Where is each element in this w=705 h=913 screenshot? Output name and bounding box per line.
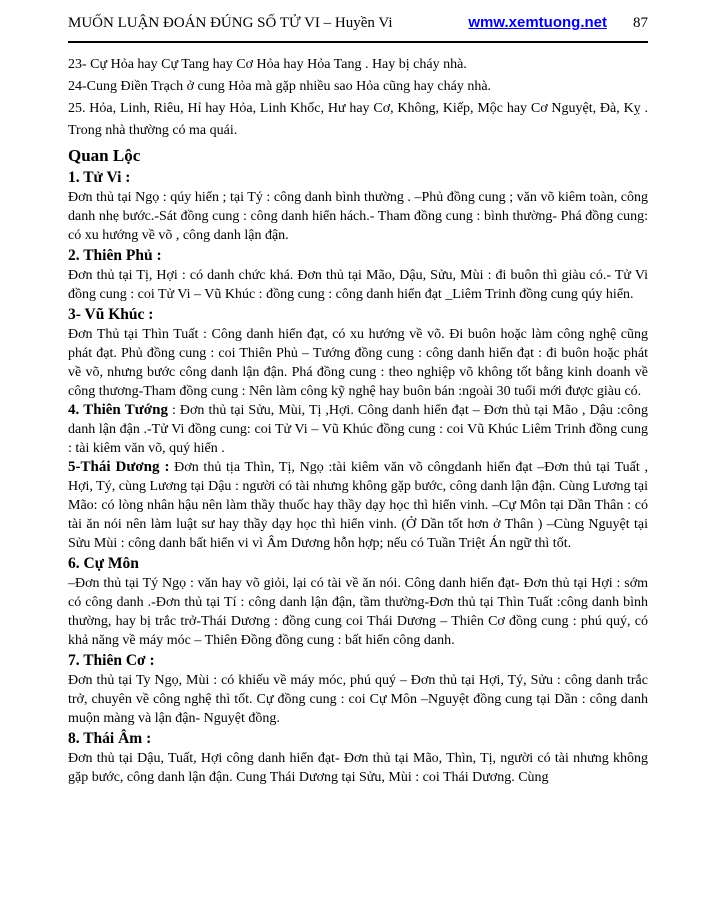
section-body-tu-vi: Đơn thủ tại Ngọ : qúy hiển ; tại Tý : công danh bình thường . –Phủ đồng cung ; văn võ kiêm toàn, công danh nhẹ bước.-Sát đồng cung : công danh hiển hách.- Tham đồng cung : bình thường- Phá đồng cung: có xu hướng về võ , công danh lận đận. <box>68 190 648 243</box>
section-heading-vu-khuc: 3- Vũ Khúc : <box>68 306 154 323</box>
page-number: 87 <box>633 15 648 31</box>
section-heading-cu-mon: 6. Cự Môn <box>68 555 139 572</box>
section-body-thien-tuong: : Đơn thủ tại Sửu, Mùi, Tị ,Hợi. Công danh hiển đạt – Đơn thủ tại Mão , Dậu :công danh lận đận .-Tử Vi đồng cung: coi Tử Vi – Vũ Khúc đồng cung : coi Vũ Khúc Liêm Trinh đồng cung : tài kiêm văn võ, quý hiển . <box>68 403 648 456</box>
list-item-25: 25. Hỏa, Linh, Riêu, Hỉ hay Hỏa, Linh Khốc, Hư hay Cơ, Không, Kiếp, Mộc hay Cơ Nguyệt, Đà, Kỵ . Trong nhà thường có ma quái. <box>68 101 648 138</box>
page-header <box>68 14 648 32</box>
intro-list <box>68 54 648 142</box>
section-heading-thien-phu: 2. Thiên Phủ : <box>68 247 162 264</box>
section-body-thai-am: Đơn thủ tại Dậu, Tuất, Hợi công danh hiển đạt- Đơn thủ tại Mão, Thìn, Tị, người có tài nhưng không gặp bước, công danh lận đận. Cung Thái Dương tại Sửu, Mùi : coi Thái Dương. Cùng <box>68 751 648 785</box>
section-heading-thai-duong: 5-Thái Dương : <box>68 459 170 475</box>
header-divider <box>68 41 648 43</box>
section-thien-tuong <box>68 401 648 458</box>
section-body-cu-mon: –Đơn thủ tại Tý Ngọ : văn hay võ giỏi, lại có tài về ăn nói. Công danh hiển đạt- Đơn thủ tại Hợi : sớm có công danh .-Đơn thủ tại Tí : công danh lận đận, tầm thường-Đơn thủ tại Thìn Tuất :công danh bình thường, hay bị trắc trở-Thái Dương : đồng cung coi Thái Dương – Thiên Cơ đồng cung : phú quý, có khả năng về máy móc – Thiên Đồng đồng cung : bất hiển công danh. <box>68 576 648 648</box>
website-link[interactable]: wmw.xemtuong.net <box>468 14 607 31</box>
list-item-23: 23- Cự Hỏa hay Cự Tang hay Cơ Hỏa hay Hỏa Tang . Hay bị cháy nhà. <box>68 57 467 72</box>
section-body-thien-phu: Đơn thủ tại Tị, Hợi : có danh chức khá. Đơn thủ tại Mão, Dậu, Sửu, Mùi : đi buôn thì giàu có.- Tử Vi đồng cung : coi Tử Vi – Vũ Khúc : đồng cung : công danh hiển đạt _Liêm Trinh đồng cung qúy hiển. <box>68 268 648 302</box>
header-title: MUỐN LUẬN ĐOÁN ĐÚNG SỐ TỬ VI – Huyền Vi <box>68 15 393 31</box>
list-item-24: 24-Cung Điền Trạch ở cung Hỏa mà gặp nhiều sao Hỏa cũng hay cháy nhà. <box>68 79 492 94</box>
document-body <box>68 54 648 787</box>
section-heading-thai-am: 8. Thái Âm : <box>68 730 152 747</box>
section-thai-duong <box>68 458 648 553</box>
section-body-vu-khuc: Đơn Thủ tại Thìn Tuất : Công danh hiển đạt, có xu hướng về võ. Đi buôn hoặc làm công nghệ cũng phát đạt. Phủ đồng cung : coi Thiên Phủ – Tướng đồng cung : công danh hiển đạt : đi buôn hoặc phát về võ, nhưng bước công danh lận đận. Phá đồng cung : theo nghiệp võ không tốt bằng kinh doanh về công thương-Tham đồng cung : Nên làm công kỹ nghệ hay buôn bán :ngoài 30 tuổi mới được giàu có. <box>68 327 648 399</box>
section-heading-tu-vi: 1. Tử Vi : <box>68 169 131 186</box>
section-body-thai-duong: Đơn thủ tịa Thìn, Tị, Ngọ :tài kiêm văn võ côngdanh hiển đạt –Đơn thủ tại Tuất , Hợi, Tý, cùng Lương tại Dậu : người có tài nhưng không gặp bước, công danh lận đận. Cùng Lương tại Mão: có lòng nhân hậu nên làm thầy thuốc hay thầy dạy học thì hiển vinh. –Cự Môn tại Dần Thân : có tài ăn nói nên làm luật sư hay thầy dạy học thì hiển vinh. (Ở Dần tốt hơn ở Thân ) –Cùng Nguyệt tại Sửu Mùi : công danh bất hiển vi vì Âm Dương hỗn hợp; nếu có Tuần Triệt Án ngữ thì tốt. <box>68 460 648 551</box>
section-heading-thien-tuong: 4. Thiên Tướng <box>68 402 168 418</box>
section-title-quan-loc: Quan Lộc <box>68 146 141 165</box>
section-heading-thien-co: 7. Thiên Cơ : <box>68 652 155 669</box>
section-body-thien-co: Đơn thủ tại Ty Ngọ, Mùi : có khiếu về máy móc, phú quý – Đơn thủ tại Hợi, Tý, Sửu : công danh trắc trở, chuyên về công nghệ thì tốt. Cự đồng cung : coi Cự Môn –Nguyệt đồng cung tại Dần : công danh muộn màng và lận đận- Nguyệt đồng. <box>68 673 648 726</box>
